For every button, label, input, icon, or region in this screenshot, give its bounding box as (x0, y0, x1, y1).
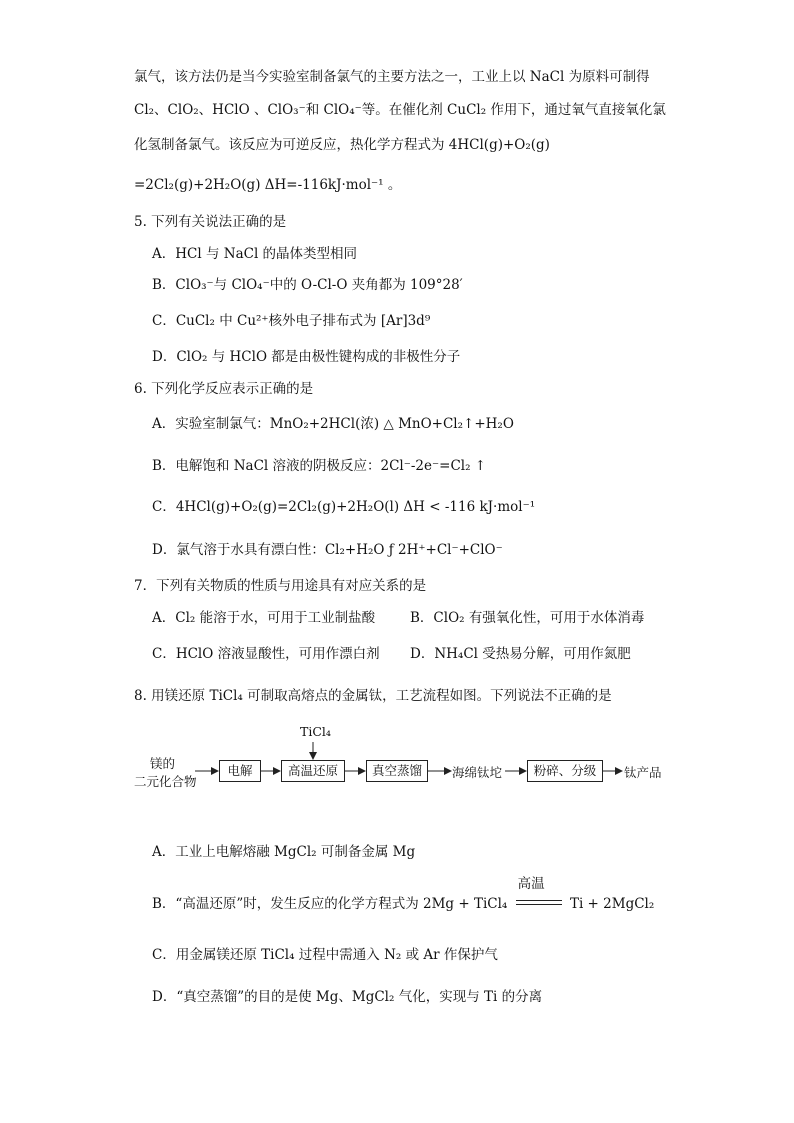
question-6-option-a: A．实验室制氯气：MnO₂+2HCl(浓) △ MnO+Cl₂↑+H₂O (152, 416, 514, 432)
question-6-option-d: D．氯气溶于水具有漂白性：Cl₂+H₂O ƒ 2H⁺+Cl⁻+ClO⁻ (152, 542, 503, 558)
flow-sponge-titanium: 海绵钛坨 (452, 765, 503, 780)
question-8-option-b-products: Ti + 2MgCl₂ (569, 896, 655, 912)
question-8-option-a: A．工业上电解熔融 MgCl₂ 可制备金属 Mg (152, 844, 416, 860)
question-6-option-c: C．4HCl(g)+O₂(g)=2Cl₂(g)+2H₂O(l) ΔH < -116 kJ·mol⁻¹ (152, 499, 536, 515)
flow-box-crushing: 粉碎、分级 (527, 760, 603, 782)
flow-feed-label: TiCl₄ (300, 724, 331, 739)
flow-input-line-1: 镁的 (150, 756, 176, 771)
intro-line-2: Cl₂、ClO₂、HClO 、ClO₃⁻和 ClO₄⁻等。在催化剂 CuCl₂ 作用下，通过氧气直接氧化氯 (134, 102, 666, 118)
flow-box-electrolysis: 电解 (219, 760, 261, 782)
reaction-condition (516, 876, 562, 913)
question-5-option-b: B．ClO₃⁻与 ClO₄⁻中的 O-Cl-O 夹角都为 109°28′ (152, 277, 463, 293)
question-8-stem: 8. 用镁还原 TiCl₄ 可制取高熔点的金属钛，工艺流程如图。下列说法不正确的是 (134, 688, 612, 704)
question-7-option-d: D．NH₄Cl 受热易分解，可用作氮肥 (410, 646, 631, 662)
question-5-option-a: A．HCl 与 NaCl 的晶体类型相同 (152, 246, 358, 262)
question-6-option-b: B．电解饱和 NaCl 溶液的阴极反应：2Cl⁻-2e⁻=Cl₂ ↑ (152, 458, 487, 474)
question-8-option-d: D．“真空蒸馏”的目的是使 Mg、MgCl₂ 气化，实现与 Ti 的分离 (152, 989, 543, 1005)
question-8-option-b (152, 876, 655, 913)
question-5-stem: 5. 下列有关说法正确的是 (134, 214, 287, 230)
question-5-option-c: C．CuCl₂ 中 Cu²⁺核外电子排布式为 [Ar]3d⁹ (152, 313, 431, 329)
question-8-option-c: C．用金属镁还原 TiCl₄ 过程中需通入 N₂ 或 Ar 作保护气 (152, 947, 498, 963)
question-7-option-b: B．ClO₂ 有强氧化性，可用于水体消毒 (410, 610, 645, 626)
question-7-option-c: C．HClO 溶液显酸性，可用作漂白剂 (152, 646, 380, 662)
flow-box-vacuum-distillation: 真空蒸馏 (366, 760, 428, 782)
question-6-stem: 6. 下列化学反应表示正确的是 (134, 381, 314, 397)
question-7-stem: 7．下列有关物质的性质与用途具有对应关系的是 (134, 578, 427, 594)
question-8-option-b-text: B．“高温还原”时，发生反应的化学方程式为 2Mg + TiCl₄ (152, 896, 508, 912)
intro-line-1: 氯气，该方法仍是当今实验室制备氯气的主要方法之一，工业上以 NaCl 为原料可制得 (134, 69, 650, 85)
intro-line-4: =2Cl₂(g)+2H₂O(g) ΔH=-116kJ·mol⁻¹ 。 (134, 177, 402, 193)
flow-box-reduction: 高温还原 (281, 760, 345, 782)
question-7-option-a: A．Cl₂ 能溶于水，可用于工业制盐酸 (152, 610, 376, 626)
question-5-option-d: D．ClO₂ 与 HClO 都是由极性键构成的非极性分子 (152, 349, 461, 365)
flow-input-line-2: 二元化合物 (134, 774, 197, 789)
reaction-condition-label: 高温 (517, 876, 545, 892)
flow-output: 钛产品 (624, 765, 662, 780)
intro-line-3: 化氢制备氯气。该反应为可逆反应，热化学方程式为 4HCl(g)+O₂(g) (134, 137, 550, 153)
